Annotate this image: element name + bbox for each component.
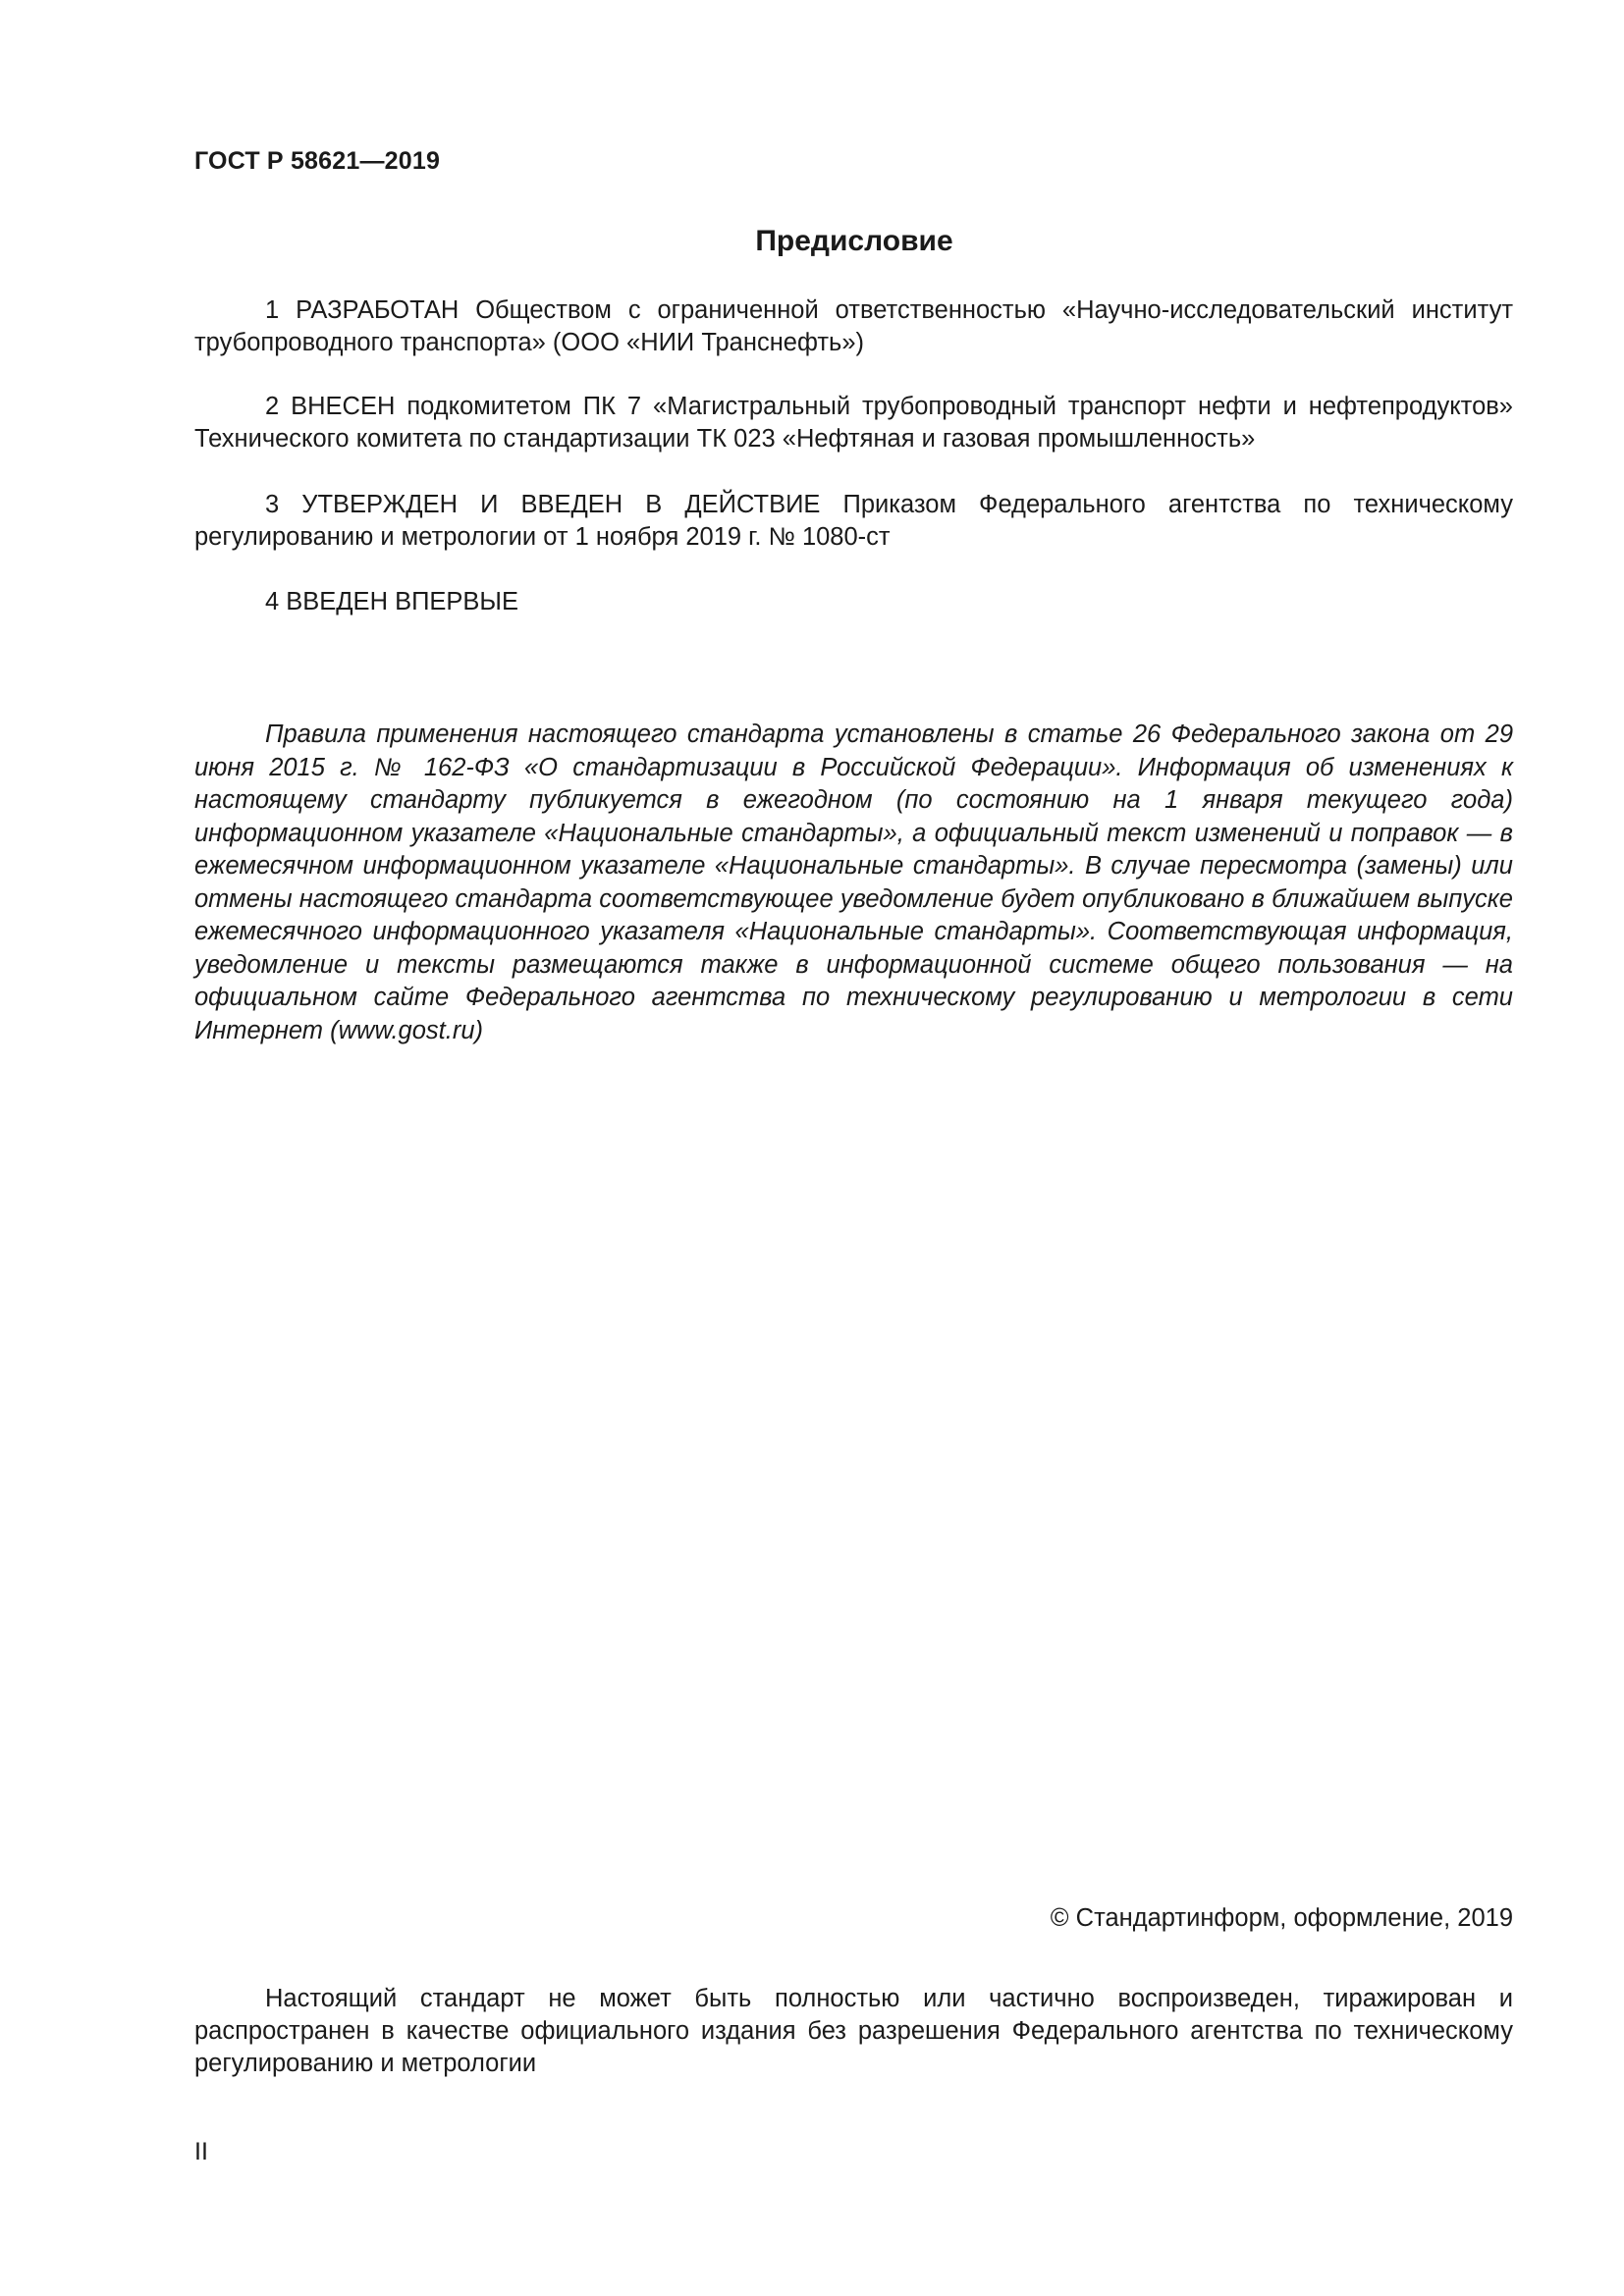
page-number: II — [194, 2138, 208, 2165]
application-rules-text: Правила применения настоящего стандарта установлены в статье 26 Федерального закона от 29 июня 2015 г. № 162-ФЗ «О стандартизации в Российской Федерации». Информация об изменениях к настоящему стандарту публикуется в ежегодном (по состоянию на 1 января текущего года) информационном указателе «Национальные стандарты», а официальный текст изменений и поправок — в ежемесячном информационном указателе «Национальные стандарты». В случае пересмотра (замены) или отмены настоящего стандарта соответствующее уведомление будет опубликовано в ближайшем выпуске ежемесячного информационного указателя «Национальные стандарты». Соответствующая информация, уведомление и тексты размещаются также в информационной системе общего пользования — на официальном сайте Федерального агентства по техническому регулированию и метрологии в сети Интернет (www.gost.ru) — [194, 721, 1513, 1044]
foreword-item-3 — [194, 489, 1513, 554]
copyright-line: © Стандартинформ, оформление, 2019 — [1050, 1904, 1513, 1932]
foreword-item-1-text: 1 РАЗРАБОТАН Обществом с ограниченной ответственностью «Научно-исследовательский институт трубопроводного транспорта» (ООО «НИИ Транснефть») — [194, 296, 1513, 356]
foreword-item-4 — [194, 586, 1513, 618]
document-code: ГОСТ Р 58621—2019 — [194, 147, 441, 175]
page-title: Предисловие — [755, 225, 953, 257]
foreword-item-1 — [194, 294, 1513, 359]
reproduction-notice-text: Настоящий стандарт не может быть полностью или частично воспроизведен, тиражирован и распространен в качестве официального издания без разрешения Федерального агентства по техническому регулированию и метрологии — [194, 1985, 1513, 2077]
foreword-item-4-text: 4 ВВЕДЕН ВПЕРВЫЕ — [265, 588, 519, 615]
foreword-item-2-text: 2 ВНЕСЕН подкомитетом ПК 7 «Магистральный трубопроводный транспорт нефти и нефтепродуктов» Технического комитета по стандартизации ТК 023 «Нефтяная и газовая промышленность» — [194, 393, 1513, 453]
foreword-item-3-text: 3 УТВЕРЖДЕН И ВВЕДЕН В ДЕЙСТВИЕ Приказом Федерального агентства по техническому регулированию и метрологии от 1 ноября 2019 г. № 1080-ст — [194, 491, 1513, 551]
foreword-item-2 — [194, 391, 1513, 455]
reproduction-notice — [194, 1983, 1513, 2080]
application-rules — [194, 719, 1513, 1047]
